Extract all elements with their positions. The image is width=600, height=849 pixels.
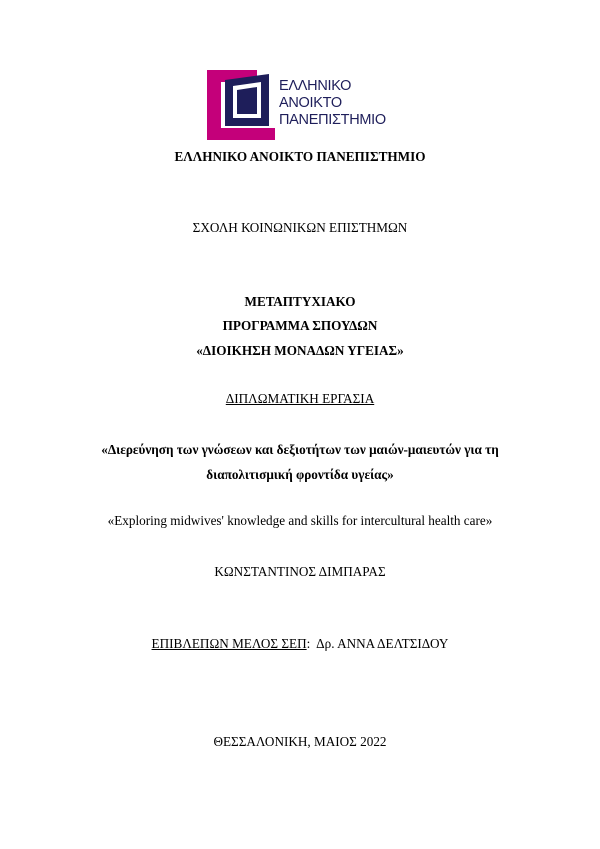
document-type: ΔΙΠΛΩΜΑΤΙΚΗ ΕΡΓΑΣΙΑ — [225, 391, 375, 406]
program-line-2: ΠΡΟΓΡΑΜΜΑ ΣΠΟΥΔΩΝ — [222, 318, 378, 333]
program-line-1: ΜΕΤΑΠΤΥΧΙΑΚΟ — [244, 294, 356, 309]
university-name: ΕΛΛΗΝΙΚΟ ΑΝΟΙΚΤΟ ΠΑΝΕΠΙΣΤΗΜΙΟ — [174, 149, 426, 164]
program-line-3: «ΔΙΟΙΚΗΣΗ ΜΟΝΑΔΩΝ ΥΓΕΙΑΣ» — [196, 343, 404, 358]
logo-wordmark — [279, 78, 386, 129]
logo-line-3: ΠΑΝΕΠΙΣΤΗΜΙΟ — [279, 112, 386, 128]
logo-line-1: ΕΛΛΗΝΙΚΟ — [279, 78, 352, 94]
supervisor-label: ΕΠΙΒΛΕΠΩΝ ΜΕΛΟΣ ΣΕΠ — [151, 636, 307, 651]
author-name: ΚΩΝΣΤΑΝΤΙΝΟΣ ΔΙΜΠΑΡΑΣ — [214, 564, 386, 579]
logo-mark-icon — [207, 70, 277, 140]
place-date: ΘΕΣΣΑΛΟΝΙΚΗ, ΜΑΙΟΣ 2022 — [213, 734, 387, 749]
university-logo — [207, 70, 397, 140]
supervisor — [0, 636, 600, 652]
title-greek-line-2: διαπολιτισμική φροντίδα υγείας» — [206, 467, 394, 482]
school-name: ΣΧΟΛΗ ΚΟΙΝΩΝΙΚΩΝ ΕΠΙΣΤΗΜΩΝ — [192, 220, 408, 235]
title-english: «Exploring midwives' knowledge and skills for intercultural health care» — [107, 513, 493, 528]
title-greek-line-1: «Διερεύνηση των γνώσεων και δεξιοτήτων των μαιών-μαιευτών για τη — [101, 442, 499, 457]
supervisor-separator: : — [306, 636, 317, 651]
supervisor-name: Δρ. ΑΝΝΑ ΔΕΛΤΣΙΔΟΥ — [316, 636, 449, 651]
logo-line-2: ΑΝΟΙΚΤΟ — [279, 95, 342, 111]
